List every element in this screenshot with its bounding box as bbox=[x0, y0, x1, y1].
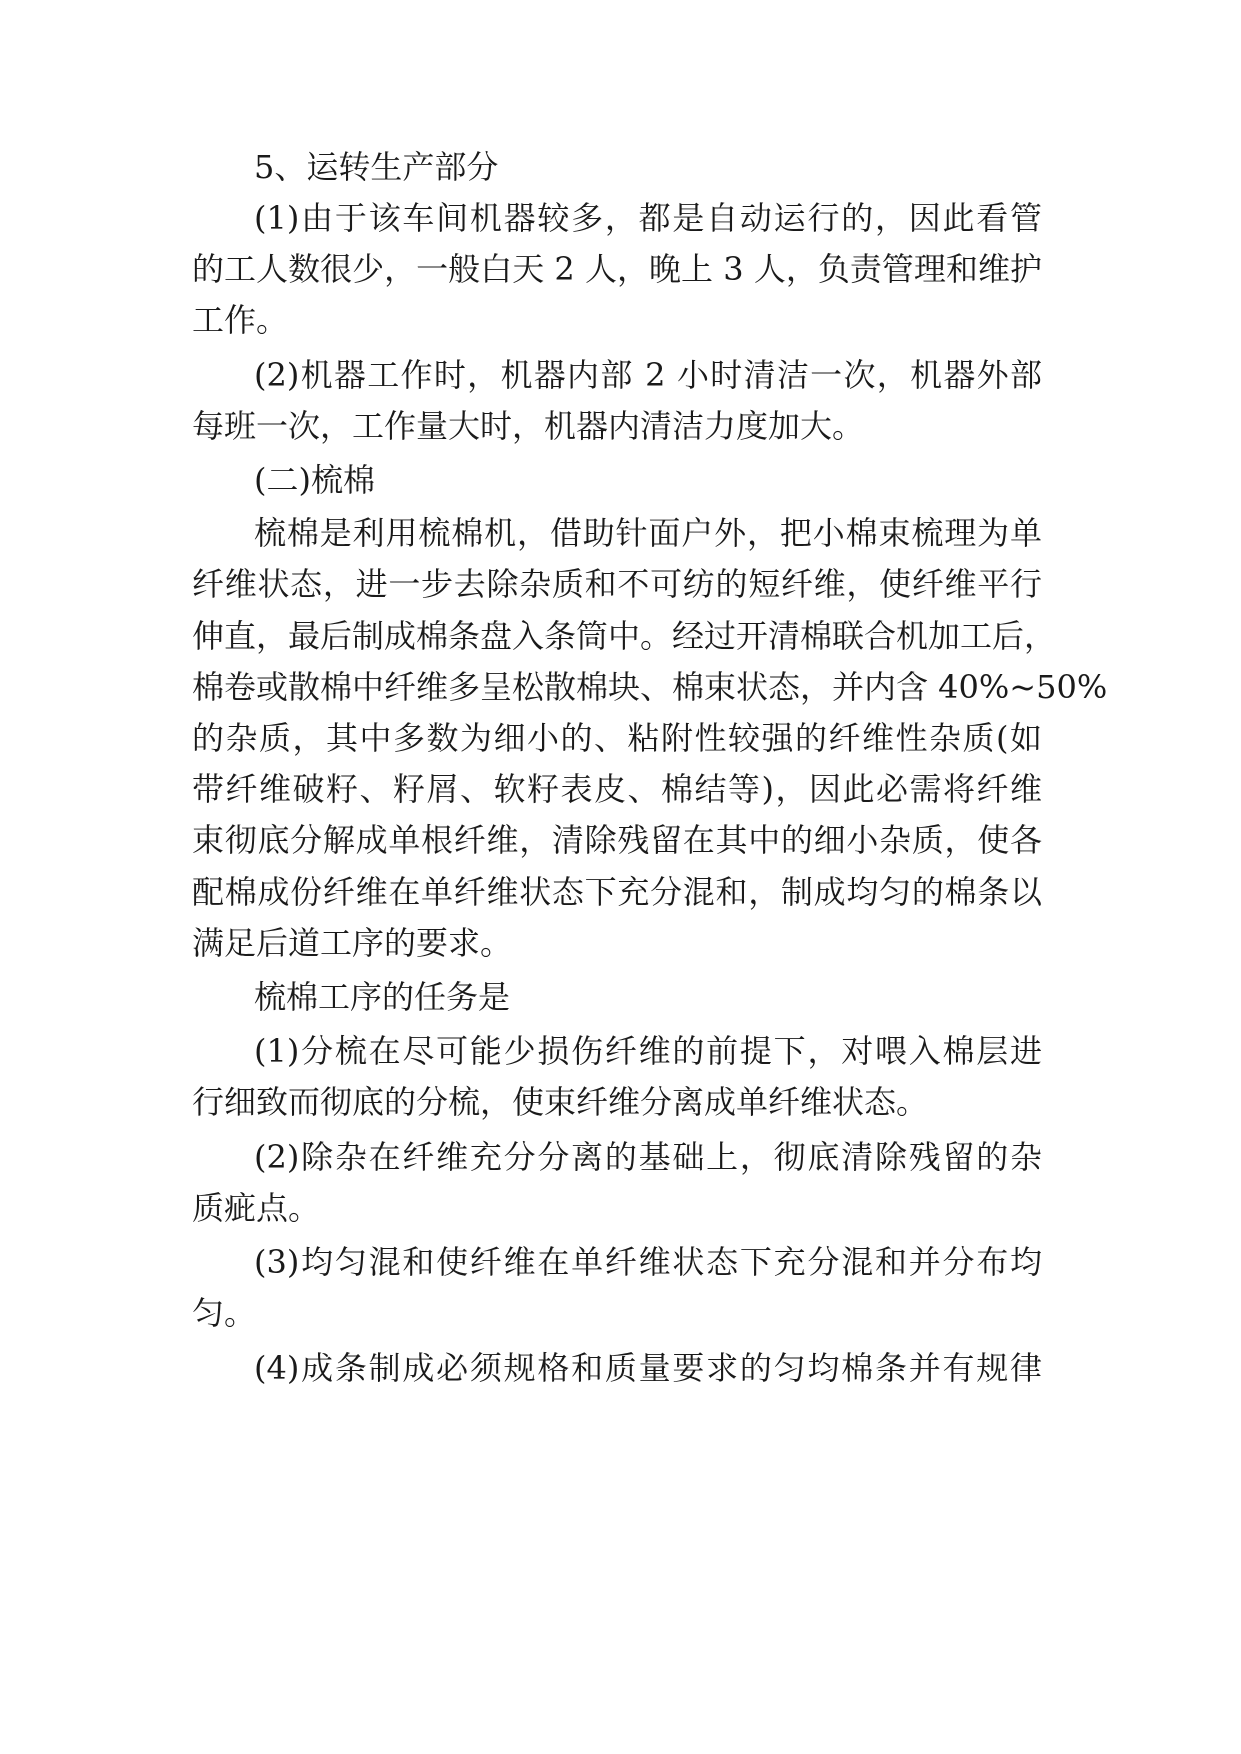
section-heading: 梳棉工序的任务是 bbox=[254, 978, 511, 1016]
paragraph-line: 工作。 bbox=[192, 301, 289, 339]
paragraph-line: (2)机器工作时，机器内部 2 小时清洁一次，机器外部 bbox=[254, 356, 1042, 394]
paragraph-line: 每班一次，工作量大时，机器内清洁力度加大。 bbox=[192, 407, 865, 445]
paragraph-line: 匀。 bbox=[192, 1294, 257, 1332]
paragraph-line: (1)由于该车间机器较多，都是自动运行的，因此看管 bbox=[254, 199, 1042, 237]
section-heading: (二)梳棉 bbox=[254, 461, 375, 499]
paragraph-line: 配棉成份纤维在单纤维状态下充分混和，制成均匀的棉条以 bbox=[192, 873, 1042, 911]
section-heading: 5、运转生产部分 bbox=[254, 148, 499, 186]
paragraph-line: 的工人数很少，一般白天 2 人，晚上 3 人，负责管理和维护 bbox=[192, 250, 1042, 288]
paragraph-line: 的杂质，其中多数为细小的、粘附性较强的纤维性杂质(如 bbox=[192, 719, 1042, 757]
paragraph-line: (3)均匀混和使纤维在单纤维状态下充分混和并分布均 bbox=[254, 1243, 1042, 1281]
paragraph-line: (2)除杂在纤维充分分离的基础上，彻底清除残留的杂 bbox=[254, 1138, 1042, 1176]
paragraph-line: 质疵点。 bbox=[192, 1189, 321, 1227]
paragraph-line: (4)成条制成必须规格和质量要求的匀均棉条并有规律 bbox=[254, 1349, 1042, 1387]
paragraph-line: 束彻底分解成单根纤维，清除残留在其中的细小杂质，使各 bbox=[192, 821, 1042, 859]
paragraph-line: 梳棉是利用梳棉机，借助针面户外，把小棉束梳理为单 bbox=[254, 514, 1042, 552]
paragraph-line: 伸直，最后制成棉条盘入条筒中。经过开清棉联合机加工后， bbox=[192, 617, 1057, 655]
paragraph-line: 棉卷或散棉中纤维多呈松散棉块、棉束状态，并内含 40%~50% bbox=[192, 668, 1108, 706]
paragraph-line: 行细致而彻底的分梳，使束纤维分离成单纤维状态。 bbox=[192, 1083, 929, 1121]
paragraph-line: 带纤维破籽、籽屑、软籽表皮、棉结等)，因此必需将纤维 bbox=[192, 770, 1042, 808]
paragraph-line: 纤维状态，进一步去除杂质和不可纺的短纤维，使纤维平行 bbox=[192, 565, 1042, 603]
paragraph-line: (1)分梳在尽可能少损伤纤维的前提下，对喂入棉层进 bbox=[254, 1032, 1042, 1070]
paragraph-line: 满足后道工序的要求。 bbox=[192, 924, 513, 962]
